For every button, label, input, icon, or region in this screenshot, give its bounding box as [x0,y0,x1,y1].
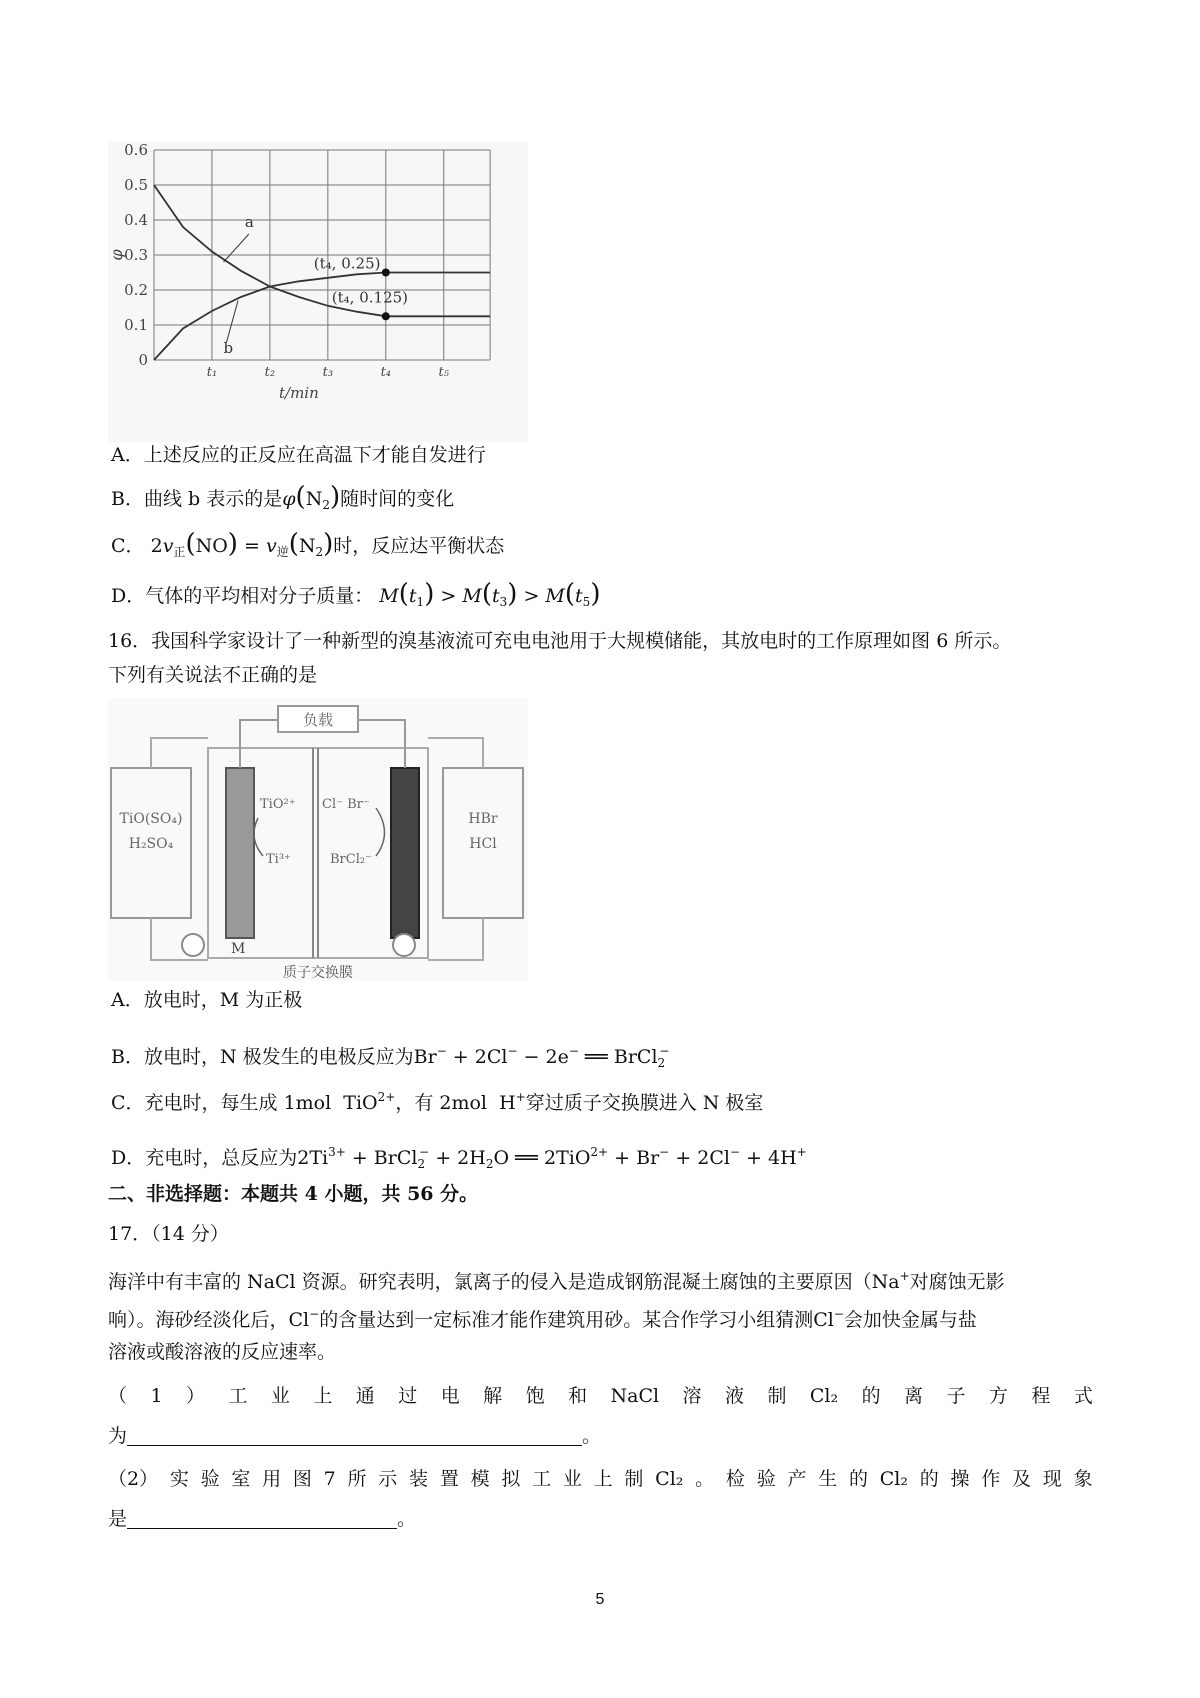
q15-option-d: D．气体的平均相对分子质量： $M(t_1) > M(t_3) > M(t_5)$ [111,579,601,609]
word: 图 [292,1468,312,1490]
ion-brcl: BrCl₂⁻ [330,852,372,867]
x-tick-label: t₂ [264,365,276,380]
q15-option-b-prefix: B．曲线 b 表示的是 [111,488,283,510]
word: 象 [1073,1468,1093,1490]
annotation-point [382,312,390,320]
word: 及 [1012,1468,1032,1490]
y-tick-label: 0.5 [124,176,148,194]
ion-cl-br: Cl⁻ Br⁻ [322,797,370,812]
q15-option-c: C． $2v_正(NO) = v_逆(N_2)$时，反应达平衡状态 [111,529,505,559]
right-tank-label-2: HCl [469,836,497,852]
q17-sub1-tail: 为 [108,1425,128,1447]
y-tick-label: 0.4 [124,211,148,229]
ion-tio: TiO²⁺ [260,797,296,812]
q17-sub1-line-1 [108,1382,1093,1410]
q16-option-d: D．充电时，总反应为$2Ti^{3+}$ + BrCl$_2$− + $2H_2O$ ══ 2TiO$^{2+}$ + Br− + 2Cl− + 4H+ [111,1145,807,1171]
word: 检 [725,1468,745,1490]
q17-p2-prefix: 响）。海砂经淡化后， [108,1309,289,1331]
q17-p2-suffix: 会加快金属与盐 [843,1309,977,1331]
word: 制 [624,1468,644,1490]
y-tick-label: 0.1 [124,316,148,334]
x-tick-label: t₄ [380,365,392,380]
q17-paragraph-line-3: 溶液或酸溶液的反应速率。 [108,1341,337,1363]
x-tick-label: t₃ [322,365,334,380]
battery-diagram-svg [108,698,528,981]
annotation-label: (t₄, 0.25) [313,254,381,273]
word: 作 [981,1468,1001,1490]
q15-option-d-prefix: D．气体的平均相对分子质量： [111,585,374,607]
q17-paragraph-line-1: 海洋中有丰富的 NaCl 资源。研究表明，氯离子的侵入是造成钢筋混凝土腐蚀的主要原因（Na+对腐蚀无影 [108,1269,1005,1293]
electrode-m [226,768,254,938]
q16-option-a: A．放电时，M 为正极 [111,989,303,1011]
word: 业 [562,1468,582,1490]
q16-option-b: B．放电时，N 极发生的电极反应为Br− + 2Cl− − 2e− ══ BrCl$_2$− [111,1044,670,1070]
y-tick-label: 0.6 [124,142,148,159]
electrode-m-label: M [231,941,246,957]
q16-option-c-prefix: C．充电时，每生成 1mol [111,1092,332,1114]
series-label-b-leader [226,301,238,343]
q15-option-b-suffix: 随时间的变化 [340,488,455,510]
q15-option-c-suffix: 时，反应达平衡状态 [333,535,505,557]
word: 子 [946,1385,966,1407]
word: 业 [270,1385,290,1407]
word: 式 [1073,1385,1093,1407]
word: 方 [988,1385,1008,1407]
load-label: 负载 [302,711,334,729]
word: ） [185,1385,205,1407]
word: 离 [904,1385,924,1407]
q15-option-c-prefix: C． [111,535,145,557]
ion-ti: Ti³⁺ [266,852,291,867]
word: 模 [470,1468,490,1490]
word: 的 [848,1468,868,1490]
left-tank-label-2: H₂SO₄ [128,836,174,852]
q16-stem-line-2: 下列有关说法不正确的是 [108,664,318,686]
q16-stem-line-1: 16．我国科学家设计了一种新型的溴基液流可充电电池用于大规模储能，其放电时的工作原理如图 6 所示。 [108,630,1012,652]
word: 1 [150,1385,163,1407]
reaction-chart [108,142,528,442]
word: 验 [756,1468,776,1490]
word: Cl₂ [879,1468,908,1490]
word: 生 [818,1468,838,1490]
word: 置 [439,1468,459,1490]
section-2-title: 二、非选择题：本题共 4 小题，共 56 分。 [108,1183,479,1205]
q15-option-b: B．曲线 b 表示的是$\varphi(N_2)$随时间的变化 [111,482,455,512]
q17-paragraph-line-2: 响）。海砂经淡化后，Cl−的含量达到一定标准才能作建筑用砂。某合作学习小组猜测Cl−会加快金属与盐 [108,1307,977,1331]
word: 实 [169,1468,189,1490]
q16-option-b-prefix: B．放电时，N 极发生的电极反应为 [111,1046,414,1068]
arrow-curve-right [376,808,385,856]
q16-option-c-middle: ，有 2mol [395,1092,487,1114]
q17-heading: 17．（14 分） [108,1223,229,1245]
pump-left-icon [182,934,204,956]
word: 操 [950,1468,970,1490]
x-axis-label: t/min [278,384,319,402]
series-label-a: a [244,213,254,231]
word: 示 [378,1468,398,1490]
y-tick-label: 0 [138,351,148,369]
word: 。 [695,1468,715,1490]
q15-option-a: A．上述反应的正反应在高温下才能自发进行 [111,444,486,466]
word: 和 [568,1385,588,1407]
word: 室 [231,1468,251,1490]
word: 产 [787,1468,807,1490]
chart-svg [108,142,528,442]
q17-p2-middle: 的含量达到一定标准才能作建筑用砂。某合作学习小组猜测 [319,1309,814,1331]
word: 工 [228,1385,248,1407]
q17-sub2-line-1 [108,1465,1093,1493]
word: 的 [861,1385,881,1407]
pump-right-icon [393,934,415,956]
word: 现 [1042,1468,1062,1490]
series-label-b: b [223,339,234,357]
word: 7 [323,1468,336,1490]
series-line-a [154,185,490,316]
q17-sub1-line-2: 为 。 [108,1425,602,1447]
word: 液 [724,1385,744,1407]
word: 饱 [525,1385,545,1407]
word: 通 [355,1385,375,1407]
electrode-n [391,768,419,938]
word: 所 [347,1468,367,1490]
q17-p1-prefix: 海洋中有丰富的 NaCl 资源。研究表明，氯离子的侵入是造成钢筋混凝土腐蚀的主要原因（ [108,1271,872,1293]
annotation-label: (t₄, 0.125) [331,288,409,307]
phi-symbol: φ [282,488,296,510]
word: NaCl [610,1385,660,1407]
membrane-label: 质子交换膜 [283,965,353,981]
word: 过 [398,1385,418,1407]
word: 上 [593,1468,613,1490]
y-tick-label: 0.3 [124,246,148,264]
word: 验 [200,1468,220,1490]
word: 用 [262,1468,282,1490]
q16-option-d-prefix: D．充电时，总反应为 [111,1147,298,1169]
q17-p1-suffix: 对腐蚀无影 [909,1271,1005,1293]
word: 制 [767,1385,787,1407]
left-tank-label-1: TiO(SO₄) [119,811,183,827]
word: （ [108,1385,128,1407]
x-tick-label: t₅ [438,365,449,380]
y-axis-label: φ [108,249,126,261]
right-tank-label-1: HBr [468,811,498,827]
q17-sub2-tail: 是 [108,1508,128,1530]
word: 程 [1031,1385,1051,1407]
answer-blank-1[interactable] [127,1423,582,1446]
q17-sub2-line-2: 是 。 [108,1508,417,1530]
page-number: 5 [595,1591,605,1608]
q16-option-c-suffix: 穿过质子交换膜进入 N 极室 [525,1092,764,1114]
word: （2） [108,1468,159,1490]
word: 拟 [501,1468,521,1490]
arrow-curve-left [254,818,263,856]
answer-blank-2[interactable] [127,1506,397,1529]
y-tick-label: 0.2 [124,281,148,299]
word: 装 [409,1468,429,1490]
battery-diagram [108,698,528,981]
word: 解 [483,1385,503,1407]
word: 上 [313,1385,333,1407]
x-tick-label: t₁ [206,365,218,380]
word: Cl₂ [655,1468,684,1490]
word: 的 [919,1468,939,1490]
series-label-a-leader [224,234,249,262]
q16-option-c: C．充电时，每生成 1mol TiO$^{2+}$，有 2mol H+穿过质子交换膜进入 N 极室 [111,1090,764,1114]
word: 工 [532,1468,552,1490]
word: 溶 [682,1385,702,1407]
annotation-point [382,269,390,277]
word: Cl₂ [809,1385,839,1407]
word: 电 [440,1385,460,1407]
